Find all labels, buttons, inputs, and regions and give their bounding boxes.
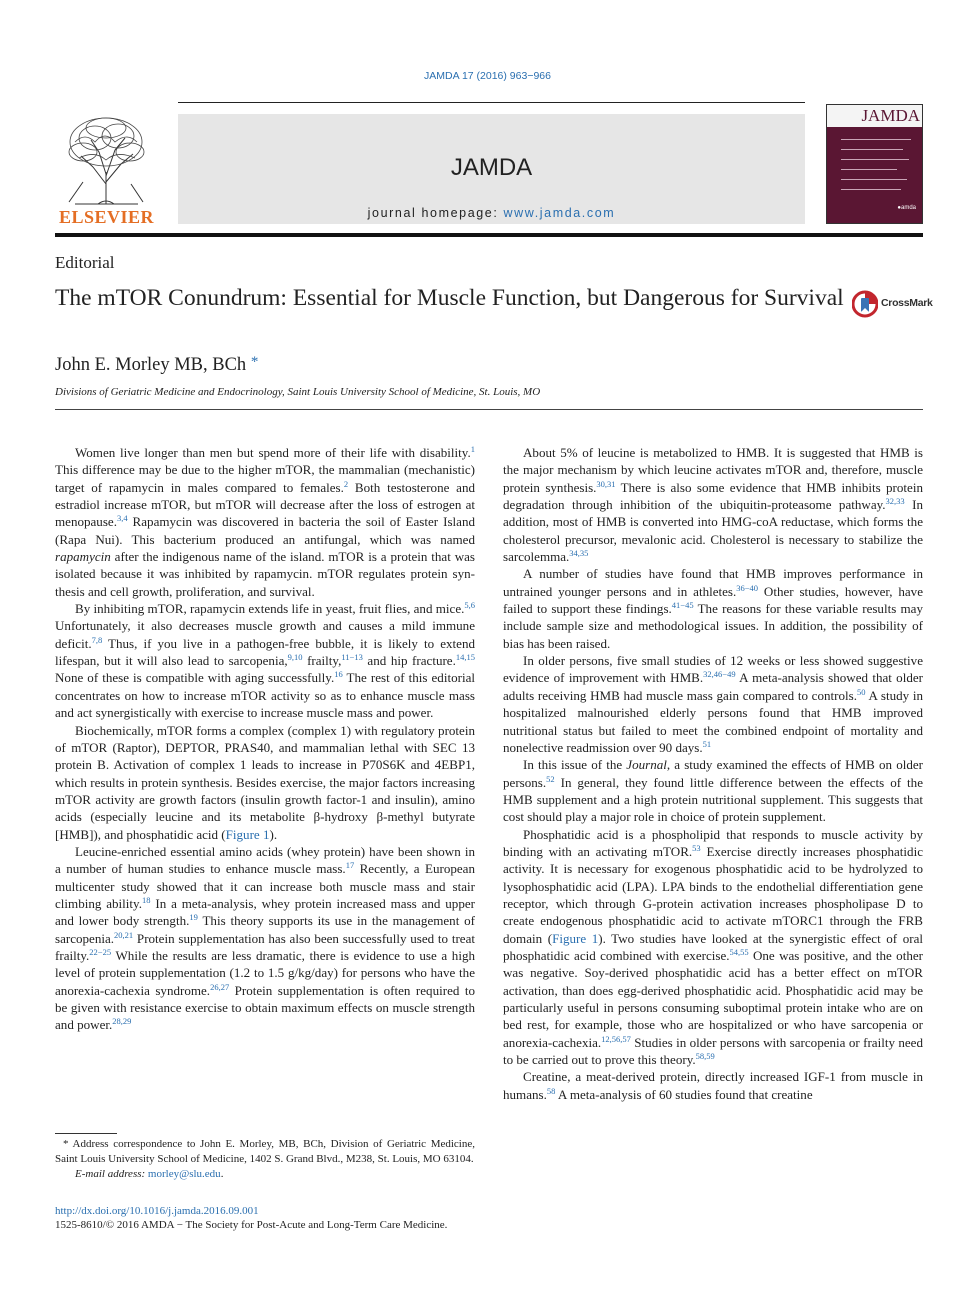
- reference-link[interactable]: 28,29: [112, 1016, 132, 1027]
- journal-name: JAMDA: [450, 154, 533, 181]
- elsevier-wordmark[interactable]: ELSEVIER: [58, 207, 155, 227]
- reference-link[interactable]: 54,55: [729, 946, 749, 957]
- journal-header-band: [178, 114, 805, 224]
- footnote-rule: [55, 1133, 117, 1134]
- reference-link[interactable]: 2: [343, 478, 349, 489]
- figure-link[interactable]: Figure 1: [552, 930, 599, 946]
- reference-link[interactable]: 19: [189, 912, 198, 923]
- cover-text-line: [841, 169, 897, 170]
- reference-link[interactable]: 18: [142, 894, 151, 905]
- copyright-line: 1525-8610/© 2016 AMDA − The Society for Post-Acute and Long-Term Care Medicine.: [55, 1219, 448, 1231]
- journal-homepage: [178, 206, 805, 220]
- body-paragraph: In this issue of the Journal, a study examined the effects of HMB on older persons.$^{52}$ In general, they found little difference between the effects of the HMB supplement and a high protein nutritional supplement. This suggests that cost should play a major role in choice of protein supplement.: [503, 757, 924, 825]
- doi-link[interactable]: http://dx.doi.org/10.1016/j.jamda.2016.09.001: [55, 1205, 259, 1217]
- cover-text-line: [841, 189, 901, 190]
- affiliation-rule: [55, 409, 923, 410]
- body-paragraph: Phosphatidic acid is a phospholipid that responds to muscle activity by binding with an activating mTOR.$^{53}$ Exercise directly increases phosphatidic activity. It is necessary for exogenous phosphatidic acid to be hydrolyzed to lysophosphatidic acid (LPA). LPA binds to the endothelial differentiation gene receptor, which through G-protein activation increases phospholipase D to create endogenous phosphatidic acid to activate mTORC1 through the FRB domain (Figure 1). Two studies have looked at the synergistic effect of oral phosphatidic acid combined with exercise.$^{54,55}$ One was positive, and the other was negative. Soy-derived phosphatidic acid has a better effect on mTOR activation, than does egg-derived phosphatidic acid. Phosphatidic acid may be particularly useful in persons consuming suboptimal protein intake who are on bed rest, for example, those who are hospitalized or who have sarcopenia or anorexia-cachexia.$^{12,56,57}$ Studies in older persons with sarcopenia or frailty need to be carried out to prove this theory.$^{58,59}$: [503, 826, 923, 1068]
- reference-link[interactable]: 32,33: [885, 496, 905, 507]
- homepage-label: journal homepage:: [367, 206, 504, 220]
- header-rule-thick: [55, 233, 923, 237]
- cover-title: JAMDA: [861, 106, 920, 125]
- cover-publisher-mark: ●amda: [897, 205, 916, 211]
- reference-link[interactable]: 11−13: [341, 652, 363, 663]
- figure-link[interactable]: Figure 1: [225, 826, 270, 842]
- reference-link[interactable]: 1: [470, 444, 475, 454]
- cover-text-line: [841, 139, 911, 140]
- body-paragraph: Women live longer than men but spend more of their life with disability.$^1$ This difference may be due to the higher mTOR, the mammalian (mechanistic) target of rapamycin in males compared to females.$^2$ Both testosterone and estradiol increase mTOR, but mTOR will decrease after the loss of estrogen at menopause.$^{3,4}$ Rapamycin was discovered in bacteria the soil of Easter Island (Rapa Nui). This bacterium produced an antifungal, which was named rapamycin after the indigenous name of the island. mTOR is a protein that was isolated because it was inhibited by rapamycin. mTOR regulates protein synthesis and cell growth, proliferation, and survival.: [55, 444, 475, 599]
- reference-link[interactable]: 30,31: [596, 478, 616, 489]
- footnote-email-line: [55, 1167, 475, 1182]
- cover-text-line: [841, 149, 903, 150]
- body-paragraph: Creatine, a meat-derived protein, directly increased IGF-1 from muscle in humans.$^{58}$ A meta-analysis of 60 studies found that creatine: [503, 1069, 923, 1102]
- reference-link[interactable]: 52: [546, 773, 555, 784]
- body-paragraph: Biochemically, mTOR forms a complex (complex 1) with regulatory protein of mTOR (Raptor), DEPTOR, PRAS40, and mammalian lethal with SEC 13 protein B. Activation of complex 1 leads to increase in P70S6K and 4EBP1, which results in protein synthesis. Besides exercise, the major factors increasing mTOR activity are growth factors (insulin growth factor-1 and insulin), amino acids (especially leucine and its metabolite β-hydroxy β-methyl butyrate [HMB]), and phosphatidic acid (Figure 1).: [55, 722, 475, 842]
- author-name: John E. Morley MB, BCh: [55, 355, 247, 375]
- author-line: [55, 354, 258, 376]
- cover-text-line: [841, 159, 909, 160]
- body-paragraph: By inhibiting mTOR, rapamycin extends life in yeast, fruit flies, and mice.$^{5,6}$ Unfortunately, it also decreases muscle growth and causes a mild immune deficit.$^{7,8}$ Thus, if you live in a pathogen-free bubble, it is likely to extend lifespan, but it will also lead to sarcopenia,$^{9,10}$ frailty,$^{11-13}$ and hip fracture.$^{14,15}$ None of these is compatible with aging successfully.$^{16}$ The rest of this editorial concentrates on how to increase mTOR activity so as to enhance muscle mass and act synergistically with exercise to increase muscle mass and power.: [55, 600, 475, 721]
- email-end: .: [220, 1168, 224, 1181]
- author-affiliation: Divisions of Geriatric Medicine and Endocrinology, Saint Louis University School of Medicine, St. Louis, MO: [55, 386, 541, 398]
- body-column-left: [55, 444, 475, 1034]
- cover-text-line: [841, 179, 907, 180]
- reference-link[interactable]: 53: [692, 842, 701, 853]
- reference-link[interactable]: 32,46−49: [703, 669, 736, 680]
- reference-link[interactable]: 36−40: [736, 582, 759, 593]
- footnote-correspondence: * Address correspondence to John E. Morley, MB, BCh, Division of Geriatric Medicine, Saint Louis University School of Medicine, 1402 S. Grand Blvd., M238, St. Louis, MO 63104.: [55, 1138, 475, 1165]
- reference-link[interactable]: 3,4: [116, 513, 128, 524]
- reference-link[interactable]: 16: [334, 669, 343, 680]
- crossmark-icon: [852, 290, 878, 318]
- reference-link[interactable]: 20,21: [114, 929, 134, 940]
- body-paragraph: About 5% of leucine is metabolized to HMB. It is suggested that HMB is the major mechanism by which leucine activates mTOR and, therefore, muscle protein synthesis.$^{30,31}$ There is also some evidence that HMB inhibits protein degradation through inhibition of the ubiquitin-proteasome pathway.$^{32,33}$ In addition, most of HMB is converted into HMG-coA reductase, which forms the cholesterol precursor, mevalonic acid. Cholesterol is necessary to stabilize the sarcolemma.$^{34,35}$: [503, 445, 923, 565]
- article-title: The mTOR Conundrum: Essential for Muscle Function, but Dangerous for Survival: [55, 285, 844, 311]
- reference-link[interactable]: 26,27: [210, 981, 230, 992]
- article-type: Editorial: [55, 253, 115, 272]
- reference-link[interactable]: 58,59: [695, 1051, 715, 1062]
- cover-title-band: [827, 105, 923, 127]
- body-column-right: [503, 444, 923, 1103]
- author-correspondence-marker[interactable]: *: [250, 354, 259, 370]
- reference-link[interactable]: 17: [345, 860, 355, 871]
- reference-link[interactable]: 5,6: [464, 600, 475, 611]
- reference-link[interactable]: 41−45: [671, 600, 694, 611]
- reference-link[interactable]: 9,10: [287, 652, 303, 663]
- reference-link[interactable]: 58: [546, 1085, 556, 1096]
- reference-link[interactable]: 50: [856, 686, 866, 697]
- homepage-link[interactable]: www.jamda.com: [503, 206, 616, 220]
- reference-link[interactable]: 14,15: [455, 652, 475, 663]
- body-paragraph: A number of studies have found that HMB improves performance in untrained younger persons and in athletes.$^{36-40}$ Other studies, however, have failed to support these findings.$^{41-45}$ The reasons for these variable results may include sample size and methodological issues. In addition, the possibility of bias has been raised.: [503, 566, 923, 651]
- email-link[interactable]: morley@slu.edu: [147, 1168, 221, 1181]
- correspondence-footnote: [55, 1137, 475, 1182]
- reference-link[interactable]: 12,56,57: [601, 1033, 631, 1044]
- reference-link[interactable]: 51: [702, 738, 712, 749]
- header-rule: [178, 102, 805, 103]
- journal-citation[interactable]: JAMDA 17 (2016) 963−966: [424, 70, 551, 82]
- correspondence-text: Address correspondence to John E. Morley, MB, BCh, Division of Geriatric Medicine, Saint Louis University School of Medicine, 1402 S. Grand Blvd., M238, St. Louis, MO 63104.: [55, 1138, 475, 1165]
- crossmark-label: CrossMark: [881, 297, 933, 309]
- reference-link[interactable]: 22−25: [89, 946, 112, 957]
- reference-link[interactable]: 34,35: [569, 548, 589, 559]
- body-paragraph: In older persons, five small studies of 12 weeks or less showed suggestive evidence of improvement with HMB.$^{32,46-49}$ A meta-analysis showed that older adults receiving HMB had muscle mass gain compared to controls.$^{50}$ A study in hospitalized malnourished elderly persons found that HMB improved nutritional status but failed to meet the combined endpoint of mortality and nonelective readmission over 90 days.$^{51}$: [503, 653, 923, 755]
- body-paragraph: Leucine-enriched essential amino acids (whey protein) have been shown in a number of human studies to enhance muscle mass.$^{17}$ Recently, a European multicenter study showed that it can increase both muscle mass and stair climbing ability.$^{18}$ In a meta-analysis, whey protein increased mass and upper and lower body strength.$^{19}$ This theory supports its use in the management of sarcopenia.$^{20,21}$ Protein supplementation has also been successfully used to treat frailty.$^{22-25}$ While the results are less dramatic, there is evidence to use a high level of protein supplementation (1.2 to 1.5 g/kg/day) for persons who have the anorexia-cachexia syndrome.$^{26,27}$ Protein supplementation is often required to be given with resistance exercise to obtain maximum effects on muscle strength and power.$^{28,29}$: [55, 843, 476, 1033]
- email-label: E-mail address:: [75, 1168, 146, 1181]
- crossmark-button[interactable]: [852, 290, 933, 318]
- reference-link[interactable]: 7,8: [91, 634, 103, 645]
- journal-cover-thumbnail[interactable]: [826, 104, 923, 224]
